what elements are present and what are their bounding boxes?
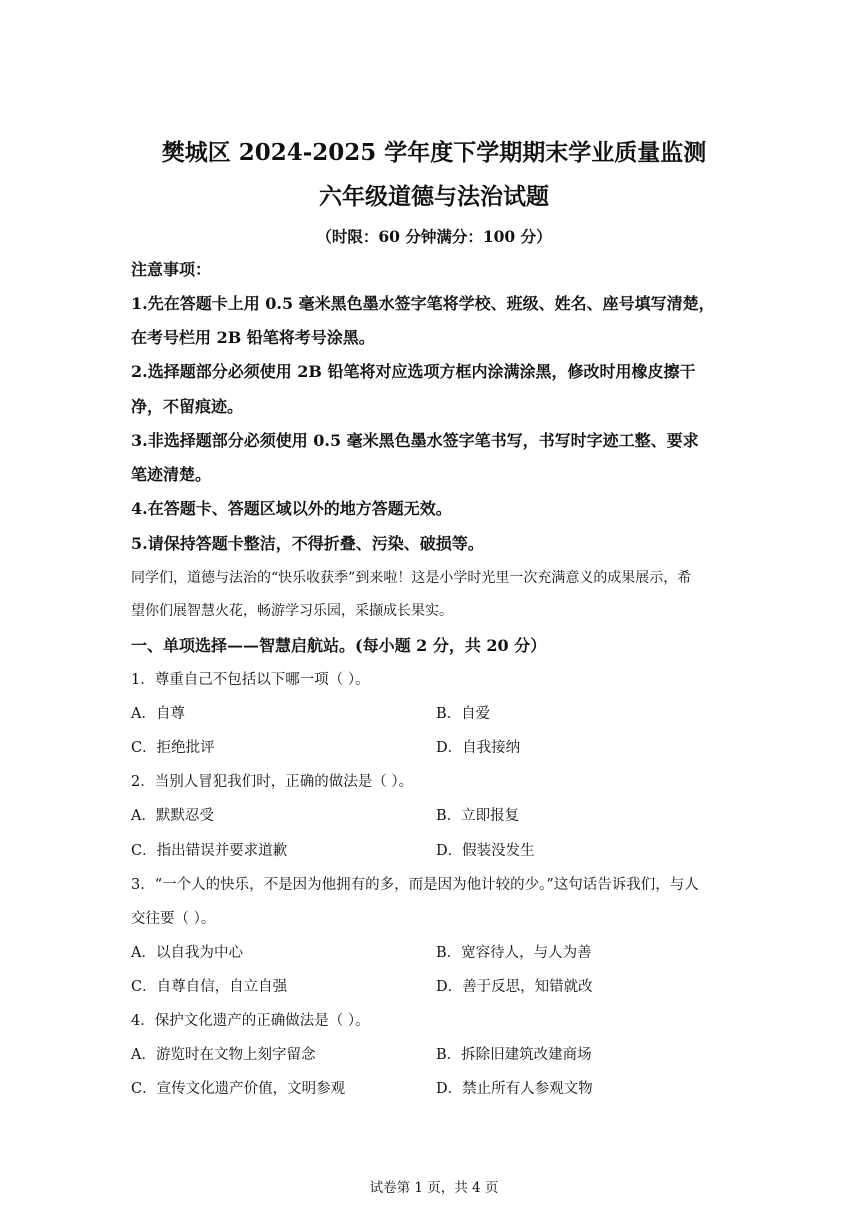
- notice-line: 净，不留痕迹。: [131, 397, 244, 416]
- option-b: B．自爱: [436, 706, 491, 722]
- exam-subtitle: 六年级道德与法治试题: [319, 183, 549, 210]
- notice-line: 1.先在答题卡上用 0.5 毫米黑色墨水签字笔将学校、班级、姓名、座号填写清楚，: [131, 294, 715, 313]
- option-d: D．假装没发生: [436, 843, 535, 859]
- option-a: A．以自我为中心: [131, 945, 243, 961]
- exam-title: 樊城区 2024-2025 学年度下学期期末学业质量监测: [161, 139, 707, 166]
- notice-line: 5.请保持答题卡整洁，不得折叠、污染、破损等。: [131, 534, 484, 553]
- option-b: B．立即报复: [436, 808, 520, 824]
- notice-line: 2.选择题部分必须使用 2B 铅笔将对应选项方框内涂满涂黑，修改时用橡皮擦干: [131, 362, 696, 381]
- intro-line: 同学们，道德与法治的“快乐收获季”到来啦！这是小学时光里一次充满意义的成果展示，希: [131, 570, 692, 586]
- question-stem: 4．保护文化遗产的正确做法是（ ）。: [131, 1013, 370, 1029]
- time-limit: （时限：60 分钟满分：100 分）: [316, 227, 552, 246]
- option-c: C．宣传文化遗产价值，文明参观: [131, 1081, 346, 1097]
- option-b: B．宽容待人，与人为善: [436, 945, 592, 961]
- notice-line: 4.在答题卡、答题区域以外的地方答题无效。: [131, 499, 452, 518]
- notice-line: 在考号栏用 2B 铅笔将考号涂黑。: [131, 328, 375, 347]
- question-stem: 1．尊重自己不包括以下哪一项（ ）。: [131, 672, 370, 688]
- notice-heading: 注意事项：: [131, 260, 212, 279]
- option-d: D．自我接纳: [436, 740, 521, 756]
- question-stem: 3．“一个人的快乐，不是因为他拥有的多，而是因为他计较的少。”这句话告诉我们，与人: [131, 877, 699, 893]
- page-footer: 试卷第 1 页，共 4 页: [369, 1180, 499, 1196]
- option-b: B．拆除旧建筑改建商场: [436, 1047, 592, 1063]
- option-a: A．自尊: [131, 706, 185, 722]
- question-stem: 2．当别人冒犯我们时，正确的做法是（ ）。: [131, 774, 414, 790]
- option-a: A．默默忍受: [131, 808, 214, 824]
- option-c: C．指出错误并要求道歉: [131, 843, 288, 859]
- section-heading: 一、单项选择——智慧启航站。(每小题 2 分，共 20 分）: [131, 636, 547, 655]
- option-a: A．游览时在文物上刻字留念: [131, 1047, 316, 1063]
- intro-line: 望你们展智慧火花，畅游学习乐园，采撷成长果实。: [131, 603, 453, 619]
- option-c: C．拒绝批评: [131, 740, 215, 756]
- option-d: D．禁止所有人参观文物: [436, 1081, 593, 1097]
- notice-line: 3.非选择题部分必须使用 0.5 毫米黑色墨水签字笔书写，书写时字迹工整、要求: [131, 431, 699, 450]
- option-c: C．自尊自信，自立自强: [131, 979, 288, 995]
- option-d: D．善于反思，知错就改: [436, 979, 593, 995]
- question-stem: 交往要（ ）。: [131, 911, 216, 927]
- notice-line: 笔迹清楚。: [131, 465, 212, 484]
